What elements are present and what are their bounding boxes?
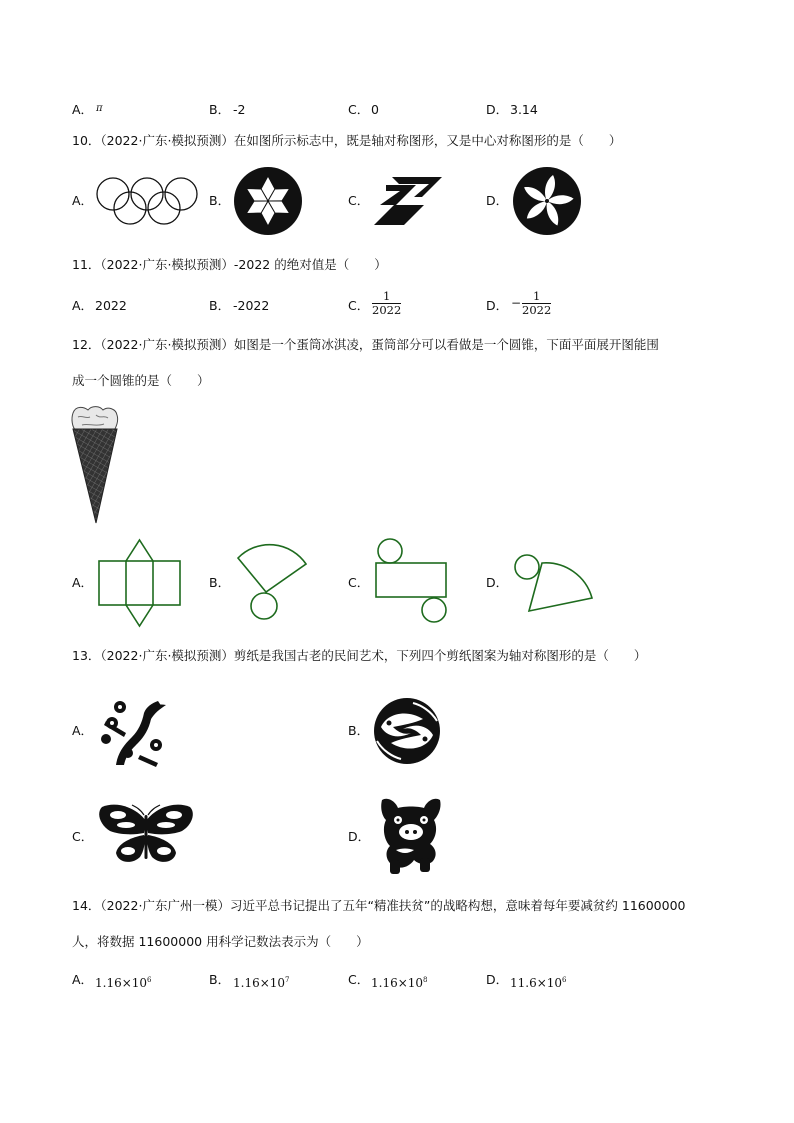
q9-option-a-value: π bbox=[96, 103, 103, 114]
q12-option-c-letter: C． bbox=[348, 575, 370, 590]
q14-option-a-letter: A． bbox=[72, 972, 94, 987]
q12-option-b-letter: B． bbox=[209, 575, 231, 590]
q13-option-d-letter: D． bbox=[348, 829, 371, 844]
q13-option-a-letter: A． bbox=[72, 723, 94, 738]
q11-option-d-letter: D． bbox=[486, 298, 509, 313]
rectangle-with-two-circles-figure bbox=[374, 538, 448, 624]
q11-option-d-sign: − bbox=[511, 296, 522, 310]
pig-papercut-icon bbox=[374, 796, 448, 878]
fraction-numerator: 1 bbox=[382, 289, 391, 303]
q9-option-b-value: -2 bbox=[233, 102, 246, 117]
twin-fish-papercut-icon bbox=[372, 696, 442, 766]
sector-with-circle-below-figure bbox=[236, 543, 312, 621]
sector-with-circle-above-figure bbox=[512, 552, 594, 614]
fraction-denominator: 2022 bbox=[372, 303, 402, 317]
sci-exponent: 7 bbox=[285, 976, 290, 984]
q11-option-c-letter: C． bbox=[348, 298, 370, 313]
sci-base: 1.16×10 bbox=[233, 976, 286, 990]
q14-option-d-value bbox=[510, 972, 567, 991]
bauhinia-flower-logo-icon bbox=[512, 166, 582, 236]
q11-option-b-value: -2022 bbox=[233, 298, 270, 313]
q11-option-a-letter: A． bbox=[72, 298, 94, 313]
sci-base: 1.16×10 bbox=[371, 976, 424, 990]
plum-blossom-bird-papercut-icon bbox=[96, 693, 172, 769]
q14-stem-line2: 人，将数据 11600000 用科学记数法表示为（ ） bbox=[72, 934, 369, 949]
q10-option-a-letter: A． bbox=[72, 193, 94, 208]
q9-option-d-value: 3.14 bbox=[510, 102, 538, 117]
q14-option-b-letter: B． bbox=[209, 972, 231, 987]
q9-option-c-value: 0 bbox=[371, 102, 379, 117]
sci-exponent: 8 bbox=[423, 976, 428, 984]
q11-option-b-letter: B． bbox=[209, 298, 231, 313]
hexagram-diamond-logo-icon bbox=[233, 166, 303, 236]
sci-base: 1.16×10 bbox=[95, 976, 148, 990]
q10-option-b-letter: B． bbox=[209, 193, 231, 208]
q14-option-c-letter: C． bbox=[348, 972, 370, 987]
q9-option-d-letter: D． bbox=[486, 102, 509, 117]
q9-option-b-letter: B． bbox=[209, 102, 231, 117]
q12-stem-line2: 成一个圆锥的是（ ） bbox=[72, 373, 210, 388]
q14-option-a-value bbox=[95, 972, 152, 991]
q12-option-a-letter: A． bbox=[72, 575, 94, 590]
sci-exponent: 6 bbox=[147, 976, 152, 984]
q12-stem-line1: 12．（2022·广东·模拟预测）如图是一个蛋筒冰淇凌，蛋筒部分可以看做是一个圆锥，下面平面展开图能围 bbox=[72, 337, 659, 352]
q11-option-a-value: 2022 bbox=[95, 298, 127, 313]
q9-option-a-letter: A． bbox=[72, 102, 94, 117]
q10-stem: 10．（2022·广东·模拟预测）在如图所示标志中，既是轴对称图形，又是中心对称图形的是（ ） bbox=[72, 133, 622, 148]
fraction-denominator: 2022 bbox=[522, 303, 552, 317]
butterfly-papercut-icon bbox=[96, 803, 196, 865]
q14-option-d-letter: D． bbox=[486, 972, 509, 987]
q14-stem-line1: 14．（2022·广东广州一模）习近平总书记提出了五年“精准扶贫”的战略构想，意味着每年要减贫约 11600000 bbox=[72, 898, 686, 913]
q13-option-b-letter: B． bbox=[348, 723, 370, 738]
q13-option-c-letter: C． bbox=[72, 829, 94, 844]
triangular-prism-net-figure bbox=[98, 538, 182, 608]
q11-option-c-fraction bbox=[372, 290, 401, 317]
suzuki-s-logo-icon bbox=[372, 175, 444, 225]
q11-option-d-fraction bbox=[522, 290, 551, 317]
ice-cream-cone-image bbox=[70, 405, 120, 525]
sci-base: 11.6×10 bbox=[510, 976, 563, 990]
q10-option-c-letter: C． bbox=[348, 193, 370, 208]
olympic-rings-icon bbox=[95, 176, 200, 226]
q12-option-d-letter: D． bbox=[486, 575, 509, 590]
q14-option-c-value bbox=[371, 972, 428, 991]
sci-exponent: 6 bbox=[562, 976, 567, 984]
q14-option-b-value bbox=[233, 972, 290, 991]
q11-stem: 11．（2022·广东·模拟预测）-2022 的绝对值是（ ） bbox=[72, 257, 387, 272]
fraction-numerator: 1 bbox=[532, 289, 541, 303]
q10-option-d-letter: D． bbox=[486, 193, 509, 208]
q9-option-c-letter: C． bbox=[348, 102, 370, 117]
q13-stem: 13．（2022·广东·模拟预测）剪纸是我国古老的民间艺术，下列四个剪纸图案为轴对称图形的是（ ） bbox=[72, 648, 647, 663]
